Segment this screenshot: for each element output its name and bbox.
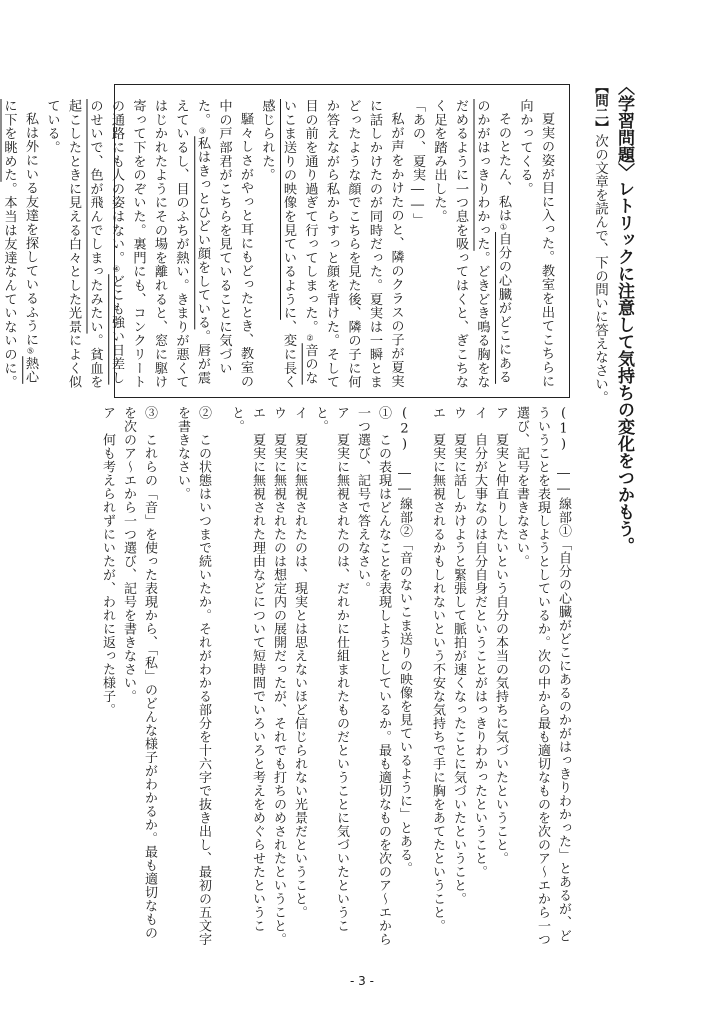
passage-paragraph: 私が声をかけたのと、隣のクラスの子が夏実に話しかけたのが同時だった。夏実は一瞬とまどったような顔でこちらを見た後、隣の子に何か答えながら私からすっと顔を背けた。そして目の前を通り過ぎて行ってしまった。②音のないこま送りの映像を見ているように、変に長く感じられた。	[259, 99, 404, 389]
underline-marker: ⑤	[26, 346, 35, 357]
question-number: (1)	[556, 406, 571, 453]
option: エ 夏実に無視された理由などについて短時間でいろいろと考えをめぐらせたということ。	[229, 406, 265, 933]
option: ウ 夏実に無視されたのは想定内の展開だったが、それでも打ちのめされたということ。	[271, 406, 286, 946]
question-1-prompt: (1) ――線部①「自分の心臓がどこにあるのかがはっきりわかった」とあるが、どういうことを表現しようとしているか。次の中から最も適切なものを次のア～エから一つ選び、記号を書きなさい。	[514, 406, 571, 946]
option: ア 夏実に無視されたのは、だれかに仕組まれたものだということに気づいたということ。	[313, 406, 349, 933]
passage-text	[0, 99, 557, 389]
underlined-phrase: 音のないこま送りの映像を見ているように	[281, 99, 318, 385]
sub-question-3: ③ これらの「音」を使った表現から、「私」のどんな様子がわかるか。最も適切なものを次のア～エから一つ選び、記号を書きなさい。	[121, 406, 157, 940]
passage-box	[1, 84, 570, 398]
passage-paragraph: 夏実の姿が目に入った。教室を出てこちらに向かってくる。	[517, 99, 554, 389]
question-tag: 【問二】	[592, 80, 608, 134]
sub-question-2: ② この状態はいつまで続いたか。それがわかる部分を十六字で抜き出し、最初の五文字を書きなさい。	[175, 406, 211, 946]
question-instruction	[593, 80, 607, 404]
option: エ 夏実に無視されるかもしれないという不安な気持ちで手に胸をあてたということ。	[430, 406, 445, 933]
underline-marker: ①	[499, 222, 508, 233]
option: イ 自分が大事なのは自分自身だということがはっきりわかったということ。	[472, 406, 487, 879]
passage-dialogue: 「あの、夏実――」	[410, 99, 425, 227]
sub-question-1: ① この表現はどんなことを表現しようとしているか。最も適切なものを次のア～エから一つ選び、記号で答えなさい。	[355, 406, 391, 946]
passage-paragraph: 騒々しさがやっと耳にもどったとき、教室の中の戸部君がこちらを見ていることに気づいた。③私はきっとひどい顔をしている。唇が震えているし、目のふちが熱い。きまりが悪くてはじかれたようにその場を離れると、窓に駆け寄って下をのぞいた。裏門にも、コンクリートの通路にも人の姿はない。④どこも強い日差しのせいで、色が飛んでしまったみたい。貧血を起こしたときに見える白々とした光景によく似ている。	[44, 99, 253, 389]
instruction-text: 次の文章を読んで、下の問いに答えなさい。	[592, 134, 608, 404]
option: ア 何も考えられずにいたが、われに返った様子。	[100, 406, 115, 717]
passage-paragraph: 私は外にいる友達を探しているふうに⑤熱心に下を眺めた。本当は友達なんていないのに。	[1, 99, 38, 389]
question-number: (2)	[397, 406, 412, 453]
page-heading: 〈学習問題〉レトリックに注意して気持ちの変化をつかもう。	[614, 78, 634, 554]
underline-marker: ②	[305, 333, 315, 344]
underlined-phrase: 自分の心臓がどこにあるのかがはっきりわかった	[474, 99, 511, 385]
question-2-prompt: (2) ――線部②「音のないこま送りの映像を見ているように」とある。	[397, 406, 412, 875]
passage-paragraph: そのとたん、私は①自分の心臓がどこにあるのかがはっきりわかった。どきどき鳴る胸をなだめるように一つ息を吸ってはくと、ぎこちなく足を踏み出した。	[431, 99, 511, 389]
underlined-phrase: 熱心に下を眺めた	[1, 99, 38, 385]
underlined-phrase: どこも強い日差しのせいで、色が飛んでしまったみたい	[87, 99, 124, 385]
underlined-phrase: 私はきっとひどい顔をしている	[195, 136, 210, 330]
underline-marker: ④	[112, 264, 121, 275]
page-number: - 3 -	[350, 974, 374, 988]
questions-section	[97, 406, 574, 946]
option: ア 夏実と仲直りしたいという自分の本当の気持ちに気づいたということ。	[493, 406, 508, 865]
option: イ 夏実に無視されたのは、現実とは思えないほど信じられない光景だということ。	[292, 406, 307, 919]
underline-marker: ③	[198, 126, 207, 137]
option: ウ 夏実に話しかけようと緊張して脈拍が速くなったことに気づいたということ。	[451, 406, 466, 906]
